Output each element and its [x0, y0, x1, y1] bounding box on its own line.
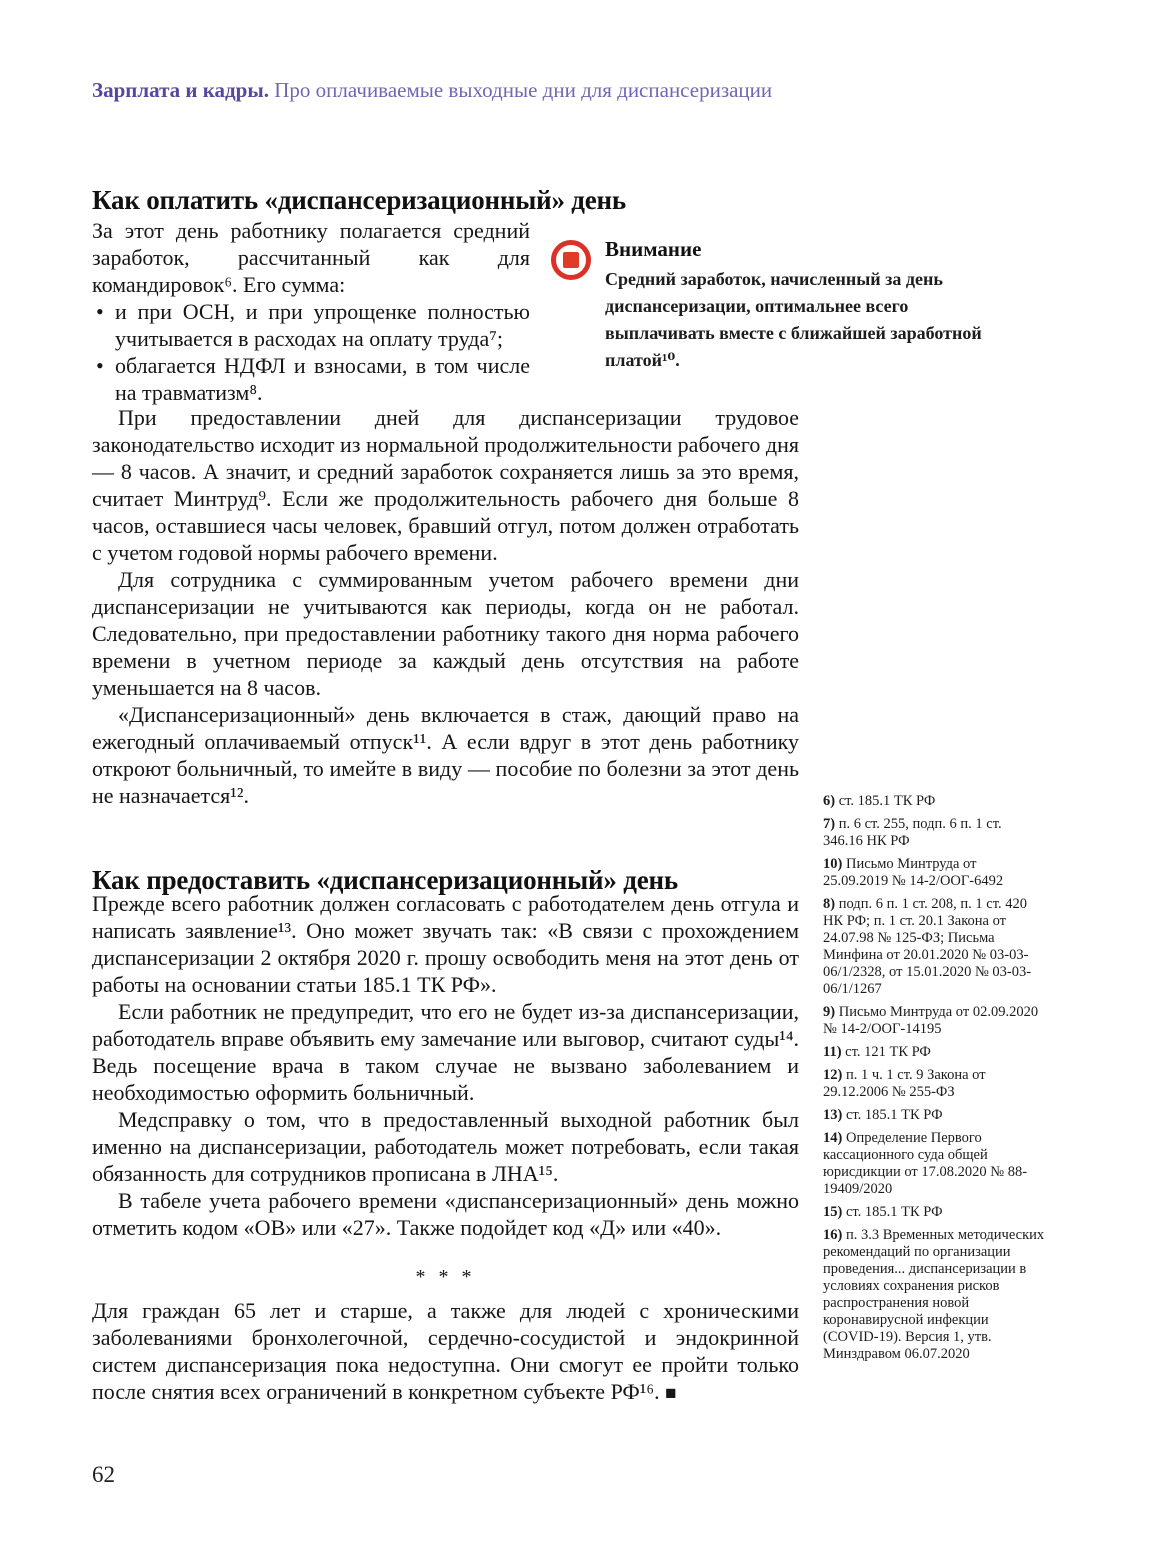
body-paragraph: Медсправку о том, что в предоставленный выходной работник был именно на диспансеризации, работодатель может потребовать, если такая обязанность для сотрудников прописана в ЛНА¹⁵. [92, 1107, 799, 1186]
footnote-text: Письмо Минтруда от 25.09.2019 № 14-2/ООГ-6492 [823, 856, 1004, 889]
intro-bullet-list [92, 298, 530, 406]
attention-callout-body [605, 236, 1009, 374]
body-paragraph: Для сотрудника с суммированным учетом рабочего времени дни диспансеризации не учитываются как периоды, когда он не работал. Следовательно, при предоставлении работнику такого дня норма рабочего времени в учетном периоде за каждый день отсутствия на работе уменьшается на 8 часов. [92, 567, 799, 700]
footnote-text: ст. 121 ТК РФ [845, 1044, 931, 1060]
footnote-text: Письмо Минтруда от 02.09.2020 № 14-2/ООГ-14195 [823, 1004, 1039, 1037]
section1-heading: Как оплатить «диспансеризационный» день [92, 185, 626, 216]
bullet-item-text: облагается НДФЛ и взносами, в том числе на травматизм⁸. [115, 353, 530, 405]
footnote-text: п. 6 ст. 255, подп. 6 п. 1 ст. 346.16 НК РФ [823, 816, 1002, 849]
article-topic: Про оплачиваемые выходные дни для диспансеризации [274, 78, 773, 102]
footnote-text: подп. 6 п. 1 ст. 208, п. 1 ст. 420 НК РФ; п. 1 ст. 20.1 Закона от 24.07.98 № 125-ФЗ; Письма Минфина от 20.01.2020 № 03-03-06/1/2328, от 15.01.2020 № 03-03-06/1/1267 [823, 896, 1032, 997]
asterisk-separator: * * * [415, 1266, 476, 1288]
footnote [823, 1044, 1045, 1061]
closing-paragraph [92, 1297, 799, 1407]
page-number: 62 [92, 1462, 115, 1487]
footnote-number: 12) [823, 1067, 843, 1083]
body-paragraph: «Диспансеризационный» день включается в стаж, дающий право на ежегодный оплачиваемый отпуск¹¹. А если вдруг в этот день работнику откроют больничный, то имейте в виду — пособие по болезни за этот день не назначается¹². [92, 702, 799, 808]
bullet-item-text: и при ОСН, и при упрощенке полностью учитывается в расходах на оплату труда⁷; [115, 299, 530, 351]
intro-lead-paragraph: За этот день работнику полагается средний заработок, рассчитанный как для командировок⁶. Его сумма: [92, 218, 530, 297]
closing-paragraph-block [92, 1297, 799, 1407]
body-paragraph: Если работник не предупредит, что его не будет из-за диспансеризации, работодатель вправе объявить ему замечание или выговор, считают суды¹⁴. Ведь посещение врача в таком случае не вызвано заболеванием и необходимостью оформить больничный. [92, 999, 799, 1105]
footnote-text: Определение Первого кассационного суда общей юрисдикции от 17.08.2020 № 88-19409/2020 [823, 1130, 1028, 1197]
attention-callout-title: Внимание [605, 237, 702, 261]
footnote [823, 816, 1045, 850]
footnote [823, 896, 1045, 998]
footnote-number: 11) [823, 1044, 842, 1060]
footnote-text: ст. 185.1 ТК РФ [838, 793, 936, 809]
footnote-text: ст. 185.1 ТК РФ [845, 1107, 943, 1123]
bullet-item [92, 298, 530, 352]
body-paragraph: В табеле учета рабочего времени «диспансеризационный» день можно отметить кодом «ОВ» или «27». Также подойдет код «Д» или «40». [92, 1188, 799, 1240]
page-header [92, 76, 1072, 104]
footnote-number: 15) [823, 1204, 843, 1220]
footnote-number: 9) [823, 1004, 836, 1020]
section2-heading: Как предоставить «диспансеризационный» день [92, 865, 678, 896]
footnote-number: 10) [823, 856, 843, 872]
footnotes-sidebar [823, 793, 1045, 1369]
footnote [823, 1227, 1045, 1363]
alert-icon-square [563, 252, 579, 268]
footnote [823, 793, 1045, 810]
section2-paragraphs [92, 890, 799, 1241]
closing-text: Для граждан 65 лет и старше, а также для людей с хроническими заболеваниями бронхолегочной, сердечно-сосудистой и эндокринной систем диспансеризация пока недоступна. Они смогут ее пройти только после снятия всех ограничений в конкретном субъекте РФ¹⁶. [92, 1298, 799, 1404]
footnote [823, 1004, 1045, 1038]
footnote-number: 7) [823, 816, 836, 832]
bullet-item [92, 352, 530, 406]
section1-paragraphs [92, 404, 799, 809]
footnote-number: 14) [823, 1130, 843, 1146]
footnote [823, 856, 1045, 890]
footnote [823, 1067, 1045, 1101]
footnote [823, 1130, 1045, 1198]
body-paragraph: Прежде всего работник должен согласовать с работодателем день отгула и написать заявление¹³. Оно может звучать так: «В связи с прохождением диспансеризации 2 октября 2020 г. прошу освободить меня на этот день от работы на основании статьи 185.1 ТК РФ». [92, 891, 799, 997]
alert-square-in-circle-icon [551, 240, 591, 280]
footnote-number: 6) [823, 793, 836, 809]
footnote-text: ст. 185.1 ТК РФ [845, 1204, 943, 1220]
footnote [823, 1204, 1045, 1221]
footnote-text: п. 1 ч. 1 ст. 9 Закона от 29.12.2006 № 255-ФЗ [823, 1067, 986, 1100]
attention-callout [551, 236, 1021, 374]
attention-callout-text: Средний заработок, начисленный за день диспансеризации, оптимальнее всего выплачивать вместе с ближайшей заработной платой¹⁰. [605, 269, 982, 370]
rubric-label: Зарплата и кадры. [92, 78, 270, 102]
footnote [823, 1107, 1045, 1124]
intro-column [92, 217, 530, 406]
footnote-number: 13) [823, 1107, 843, 1123]
footnote-text: п. 3.3 Временных методических рекомендаций по организации проведения... диспансеризации в условиях сохранения рисков распространения новой коронавирусной инфекции (COVID-19). Версия 1, утв. Минздравом 06.07.2020 [823, 1227, 1045, 1362]
footnote-number: 8) [823, 896, 836, 912]
body-paragraph: При предоставлении дней для диспансеризации трудовое законодательство исходит из нормальной продолжительности рабочего дня — 8 часов. А значит, и средний заработок сохраняется лишь за это время, считает Минтруд⁹. Если же продолжительность рабочего дня больше 8 часов, оставшиеся часы человек, бравший отгул, потом должен отработать с учетом годовой нормы рабочего времени. [92, 405, 799, 565]
end-of-article-mark: ■ [665, 1383, 677, 1404]
footnote-number: 16) [823, 1227, 843, 1243]
